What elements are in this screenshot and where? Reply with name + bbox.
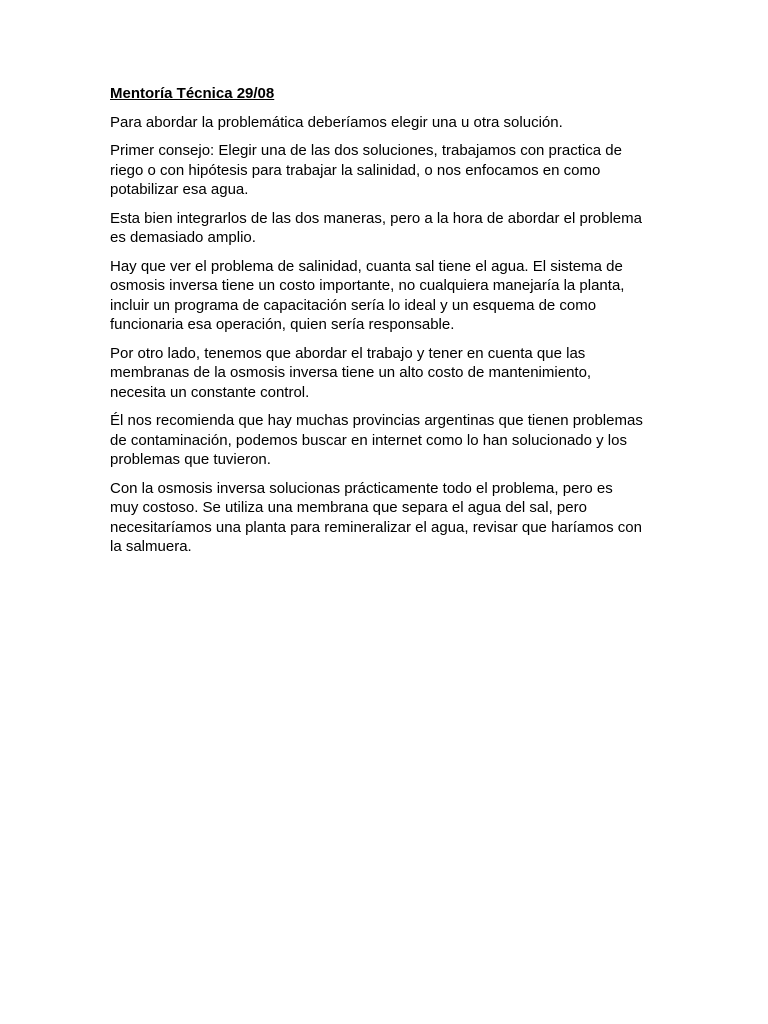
paragraph-7: Con la osmosis inversa solucionas prácticamente todo el problema, pero es muy costoso. Se utiliza una membrana que separa el agua del sal, pero necesitaríamos una planta para remineralizar el agua, revisar que haríamos con la salmuera.	[110, 479, 642, 555]
paragraph-4: Hay que ver el problema de salinidad, cuanta sal tiene el agua. El sistema de osmosis inversa tiene un costo importante, no cualquiera manejaría la planta, incluir un programa de capacitación sería lo ideal y un esquema de como funcionaria esa operación, quien sería responsable.	[110, 257, 625, 333]
document-body	[110, 84, 645, 566]
document-title: Mentoría Técnica 29/08	[110, 85, 275, 102]
paragraph-2: Primer consejo: Elegir una de las dos soluciones, trabajamos con practica de riego o con hipótesis para trabajar la salinidad, o nos enfocamos en como potabilizar esa agua.	[110, 142, 622, 198]
paragraph-1: Para abordar la problemática deberíamos elegir una u otra solución.	[110, 113, 563, 131]
paragraph-6: Él nos recomienda que hay muchas provincias argentinas que tienen problemas de contaminación, podemos buscar en internet como lo han solucionado y los problemas que tuvieron.	[110, 412, 643, 468]
paragraph-3: Esta bien integrarlos de las dos maneras, pero a la hora de abordar el problema es demasiado amplio.	[110, 209, 642, 246]
paragraph-5: Por otro lado, tenemos que abordar el trabajo y tener en cuenta que las membranas de la osmosis inversa tiene un alto costo de mantenimiento, necesita un constante control.	[110, 344, 592, 401]
